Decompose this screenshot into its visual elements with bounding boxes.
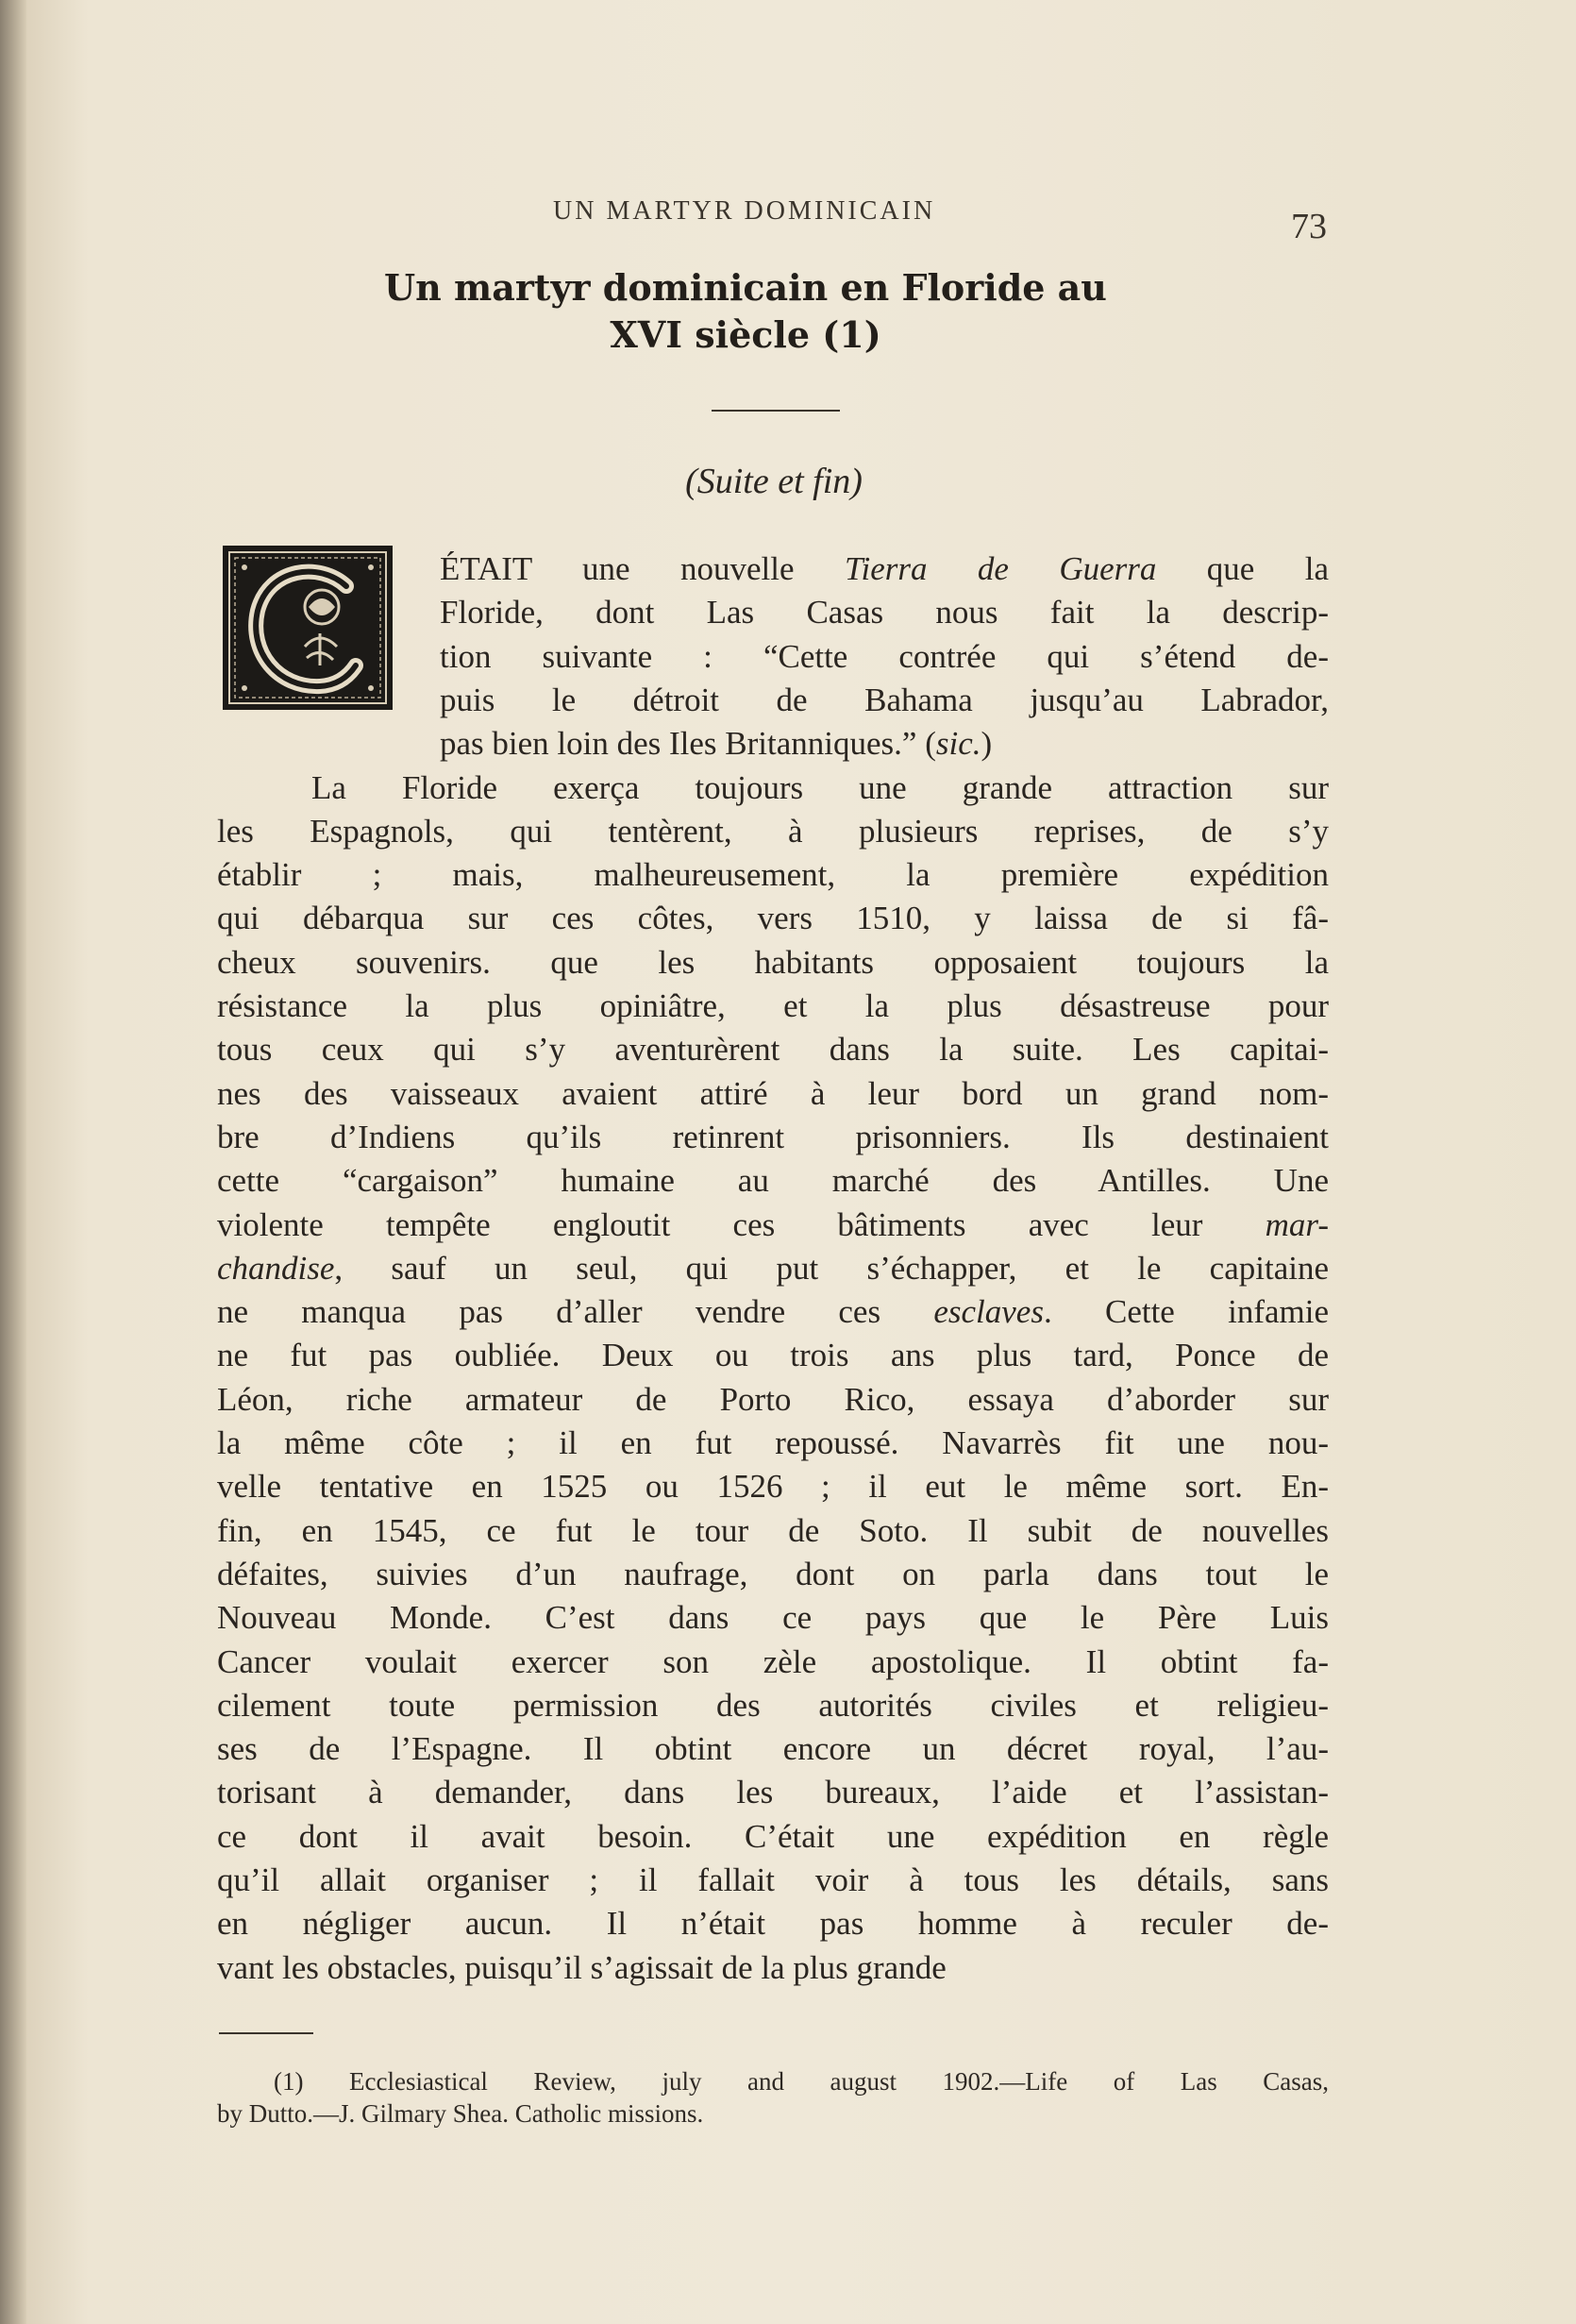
body-line: velle tentative en 1525 ou 1526 ; il eut le même sort. En- [217, 1468, 1329, 1506]
body-line: cheux souvenirs. que les habitants opposaient toujours la [217, 943, 1329, 981]
body-line: Léon, riche armateur de Porto Rico, essaya d’aborder sur [217, 1380, 1329, 1418]
body-line: la même côte ; il en fut repoussé. Navarrès fit une nou- [217, 1424, 1329, 1461]
body-line: bre d’Indiens qu’ils retinrent prisonniers. Ils destinaient [217, 1118, 1329, 1155]
body-line: tion suivante : “Cette contrée qui s’étend de- [440, 637, 1329, 675]
body-line: Cancer voulait exercer son zèle apostolique. Il obtint fa- [217, 1642, 1329, 1680]
body-line: qui débarqua sur ces côtes, vers 1510, y laissa de si fâ- [217, 900, 1329, 937]
body-line: ses de l’Espagne. Il obtint encore un décret royal, l’au- [217, 1730, 1329, 1768]
body-line: chandise, sauf un seul, qui put s’échapper, et le capitaine [217, 1249, 1329, 1287]
body-line: tous ceux qui s’y aventurèrent dans la suite. Les capitai- [217, 1031, 1329, 1069]
body-line: ne fut pas oubliée. Deux ou trois ans plus tard, Ponce de [217, 1337, 1329, 1374]
body-line: établir ; mais, malheureusement, la première expédition [217, 856, 1329, 894]
body-line: les Espagnols, qui tentèrent, à plusieurs reprises, de s’y [217, 812, 1329, 850]
body-line: pas bien loin des Iles Britanniques.” (sic.) [440, 725, 993, 763]
page-number: 73 [1291, 207, 1327, 246]
running-head: UN MARTYR DOMINICAIN [553, 196, 936, 226]
body-line: en négliger aucun. Il n’était pas homme à reculer de- [217, 1905, 1329, 1943]
article-title-line-1: Un martyr dominicain en Floride au [384, 266, 1107, 309]
body-line: résistance la plus opiniâtre, et la plus désastreuse pour [217, 987, 1329, 1024]
body-line: nes des vaisseaux avaient attiré à leur bord un grand nom- [217, 1074, 1329, 1112]
body-line: cilement toute permission des autorités civiles et religieu- [217, 1686, 1329, 1724]
title-divider [712, 410, 840, 412]
body-line: Nouveau Monde. C’est dans ce pays que le Père Luis [217, 1599, 1329, 1637]
body-line: qu’il allait organiser ; il fallait voir à tous les détails, sans [217, 1861, 1329, 1898]
body-line: ne manqua pas d’aller vendre ces esclaves. Cette infamie [217, 1293, 1329, 1331]
body-line: ÉTAIT une nouvelle Tierra de Guerra que la [440, 550, 1330, 587]
footnote-line: by Dutto.—J. Gilmary Shea. Catholic missions. [217, 2099, 704, 2128]
body-line: torisant à demander, dans les bureaux, l’aide et l’assistan- [217, 1774, 1329, 1811]
footnote-line: (1) Ecclesiastical Review, july and august 1902.—Life of Las Casas, [274, 2067, 1329, 2096]
body-line: ce dont il avait besoin. C’était une expédition en règle [217, 1817, 1329, 1855]
body-line: violente tempête engloutit ces bâtiments avec leur mar- [217, 1205, 1329, 1243]
article-title-line-2: XVI siècle (1) [610, 313, 881, 356]
footnote-divider [219, 2032, 313, 2034]
body-line: Floride, dont Las Casas nous fait la descrip- [440, 594, 1329, 632]
body-line: défaites, suivies d’un naufrage, dont on parla dans tout le [217, 1555, 1329, 1592]
body-line: puis le détroit de Bahama jusqu’au Labrador, [440, 681, 1329, 718]
body-line: La Floride exerça toujours une grande attraction sur [311, 768, 1329, 806]
article-subtitle: (Suite et fin) [685, 462, 863, 501]
body-line: vant les obstacles, puisqu’il s’agissait de la plus grande [217, 1948, 947, 1986]
book-binding-edge [0, 0, 26, 2324]
body-line: cette “cargaison” humaine au marché des Antilles. Une [217, 1162, 1329, 1200]
body-line: fin, en 1545, ce fut le tour de Soto. Il subit de nouvelles [217, 1511, 1329, 1549]
ornamental-dropcap-icon [223, 546, 393, 710]
